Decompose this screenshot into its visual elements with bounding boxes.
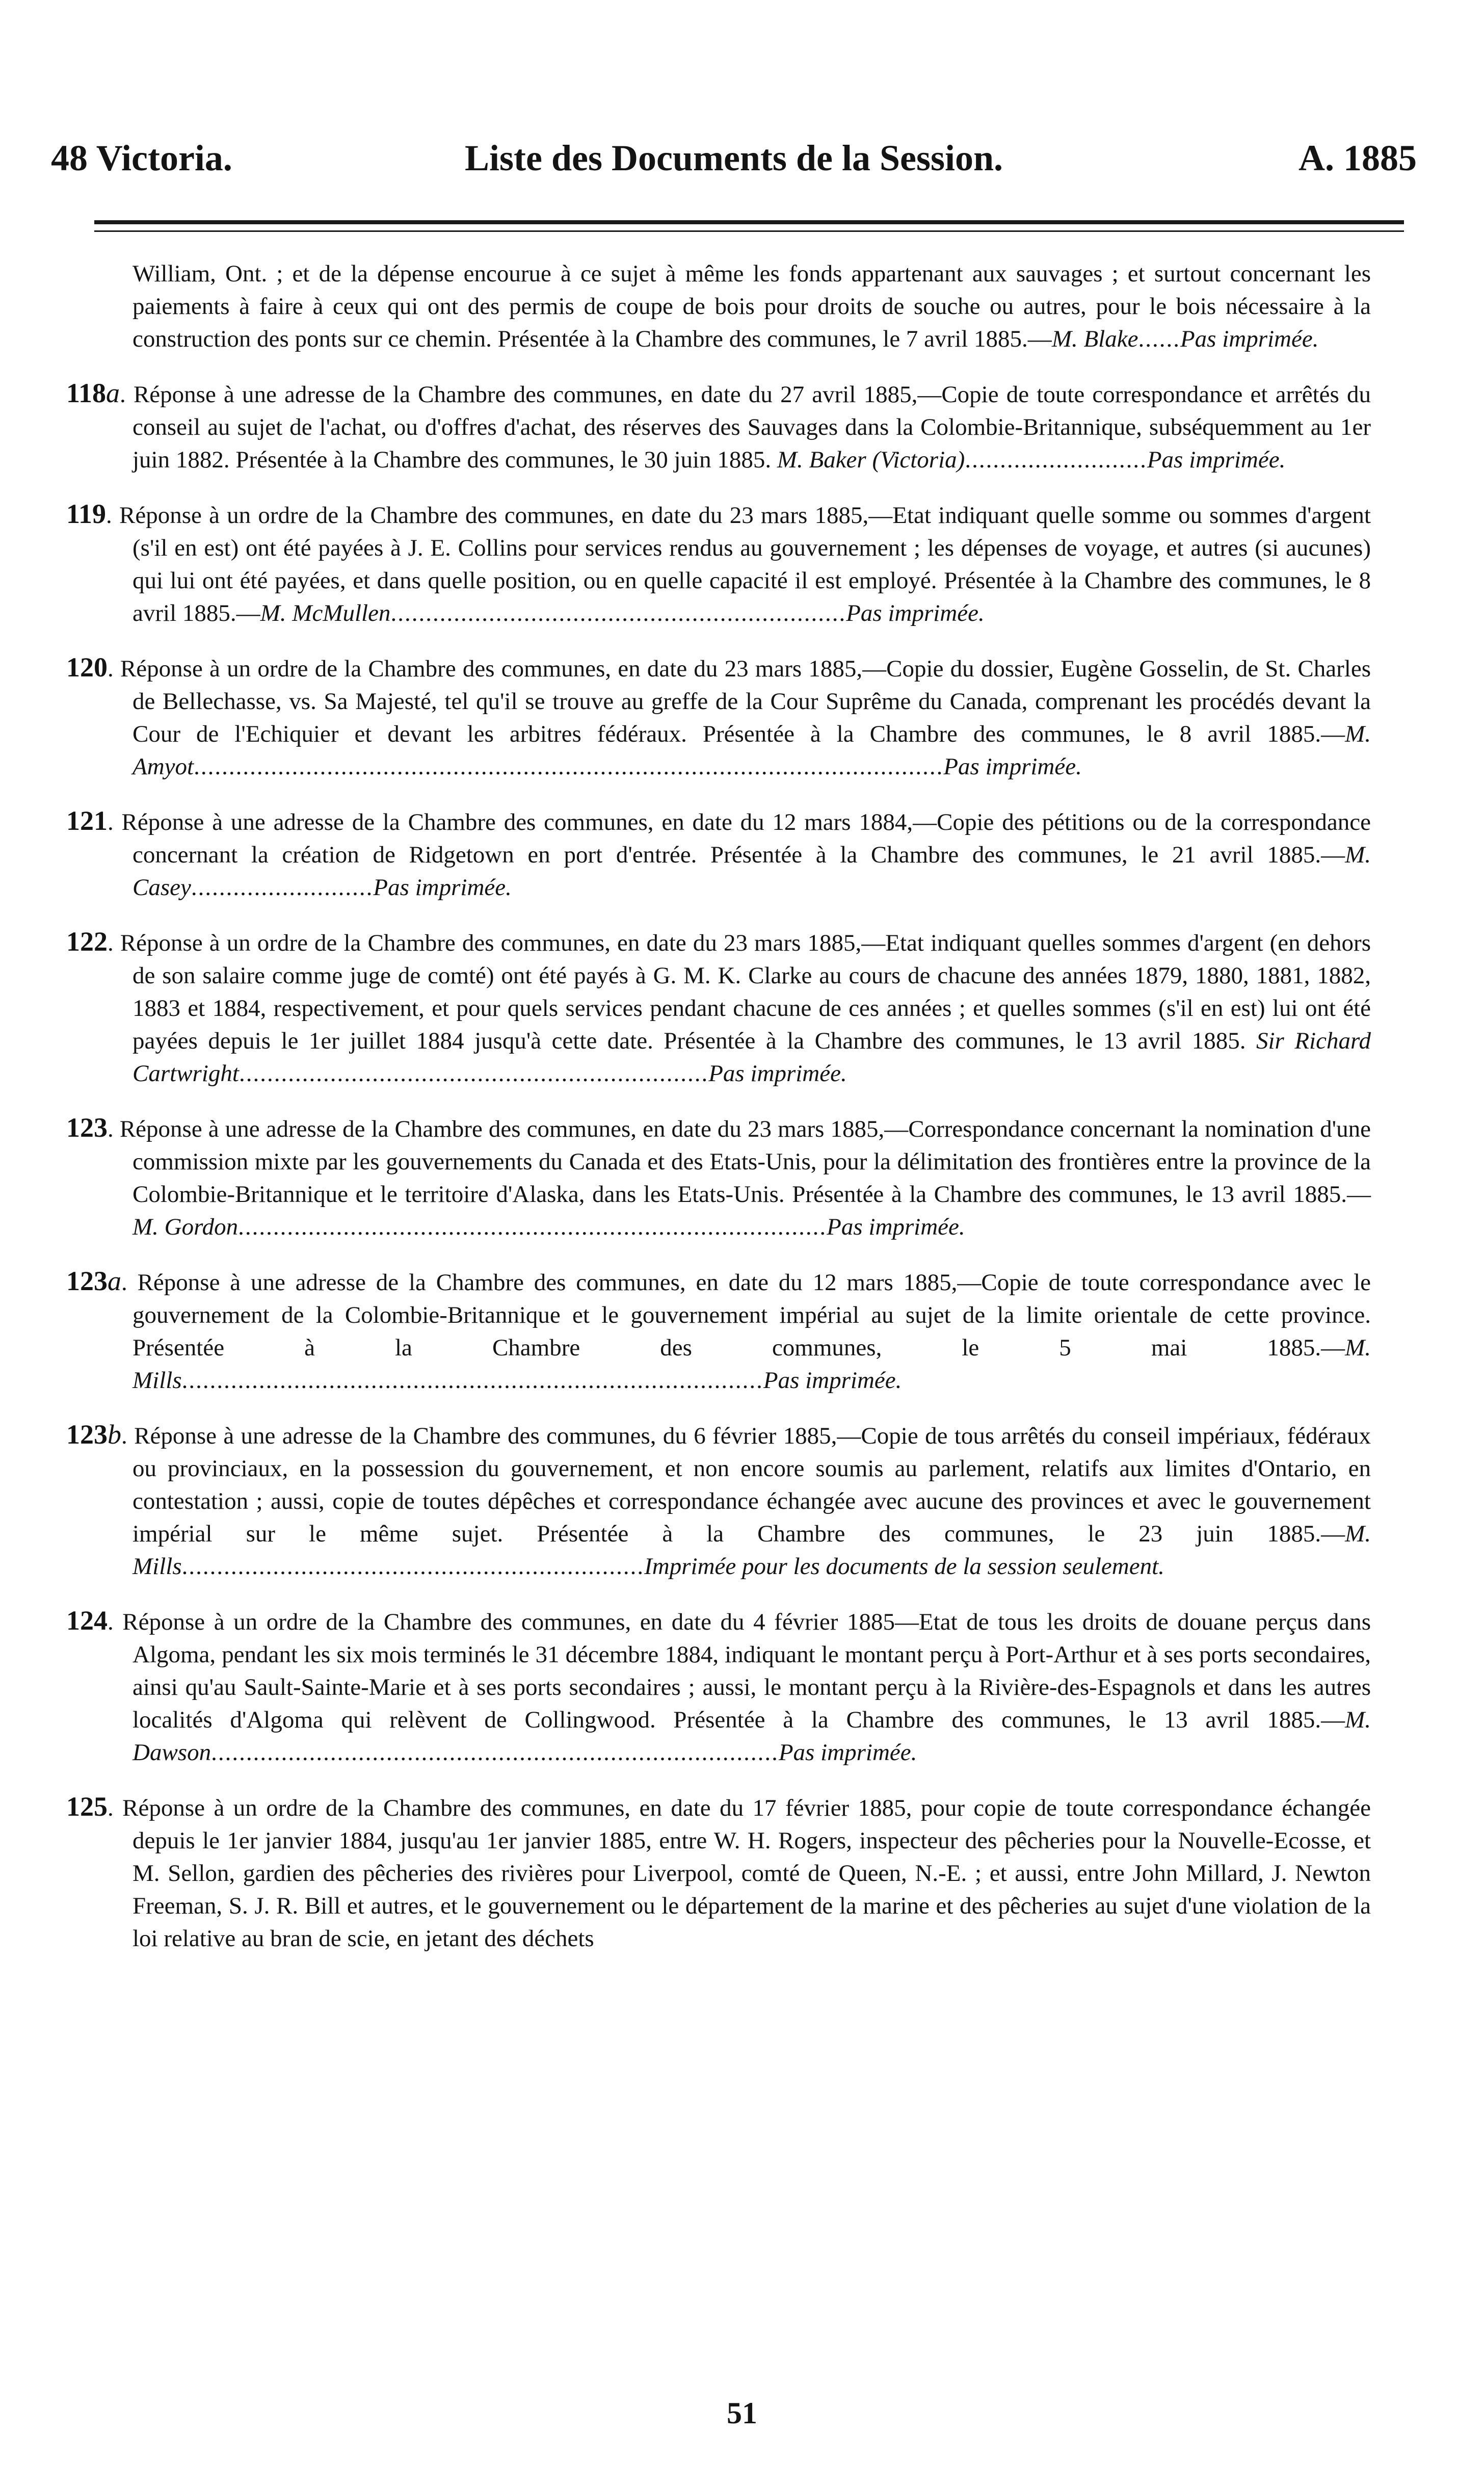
entry-leader: ................................................................................... — [181, 1367, 763, 1394]
entry-status: Pas imprimée. — [763, 1367, 902, 1394]
entry-number-value: 120 — [66, 652, 108, 683]
entry-text: . Réponse à une adresse de la Chambre des communes, en date du 27 avril 1885,—Copie de toute correspondance et arrêtés du conseil au sujet de l'achat, ou d'offres d'achat, des réserves des Sauvages dans la Colombie-Britannique, subséquemment au 1er juin 1882. Présentée à la Chambre des communes, le 30 juin 1885. — [120, 381, 1371, 473]
entry-leader: .................................................................. — [181, 1553, 645, 1580]
entry-leader: ................................................................... — [238, 1060, 709, 1087]
entry-number — [66, 1791, 108, 1822]
entry-number — [66, 805, 108, 836]
document-body — [66, 257, 1371, 1976]
list-item — [66, 1790, 1371, 1955]
entry-text: . Réponse à un ordre de la Chambre des communes, en date du 17 février 1885, pour copie de toute correspondance échangée depuis le 1er janvier 1884, jusqu'au 1er janvier 1885, entre W. H. Rogers, inspecteur des pêcheries pour la Nouvelle-Ecosse, et M. Sellon, gardien des pêcheries des rivières pour Liverpool, comté de Queen, N.-E. ; et aussi, entre John Millard, J. Newton Freeman, S. J. R. Bill et autres, et le gouvernement ou le département de la marine et des pêcheries au sujet d'une violation de la loi relative au bran de scie, en jetant des déchets — [108, 1795, 1371, 1952]
entry-status: Pas imprimée. — [778, 1739, 917, 1766]
entry-text: . Réponse à une adresse de la Chambre des communes, en date du 12 mars 1885,—Copie de toute correspondance avec le gouvernement de la Colombie-Britannique et le gouvernement impérial au sujet de la limite orientale de cette province. Présentée à la Chambre des communes, le 5 mai 1885.— — [121, 1269, 1371, 1361]
page-number: 51 — [727, 2396, 757, 2430]
list-item — [66, 651, 1371, 783]
entry-leader: .......................... — [191, 874, 374, 901]
entry-text: . Réponse à un ordre de la Chambre des communes, en date du 23 mars 1885,—Etat indiquant quelles sommes d'argent (en dehors de son salaire comme juge de comté) ont été payés à G. M. K. Clarke au cours de chacune des années 1879, 1880, 1881, 1882, 1883 et 1884, respectivement, et pour quels services pendant chacune de ces années ; et quelles sommes (s'il en est) lui ont été payées depuis le 1er juillet 1884 jusqu'à cette date. Présentée à la Chambre des communes, le 13 avril 1885. — [108, 930, 1371, 1054]
entry-text: . Réponse à un ordre de la Chambre des communes, en date du 23 mars 1885,—Copie du dossier, Eugène Gosselin, de St. Charles de Bellechasse, vs. Sa Majesté, tel qu'il se trouve au greffe de la Cour Suprême du Canada, comprenant les procédés devant la Cour de l'Echiquier et devant les arbitres fédéraux. Présentée à la Chambre des communes, le 8 avril 1885.— — [108, 656, 1371, 747]
entry-number — [66, 1419, 121, 1450]
entry-leader: .................................................................................... — [238, 1214, 827, 1240]
list-item — [66, 257, 1371, 355]
entry-leader: ................................................................................. — [211, 1739, 779, 1766]
list-item — [66, 377, 1371, 476]
entry-text: . Réponse à une adresse de la Chambre des communes, en date du 12 mars 1884,—Copie des pétitions ou de la correspondance concernant la création de Ridgetown en port d'entrée. Présentée à la Chambre des communes, le 21 avril 1885.— — [108, 809, 1371, 868]
entry-number — [66, 1605, 108, 1636]
entry-number-suffix: a — [106, 378, 120, 408]
entry-number-suffix: b — [108, 1419, 121, 1450]
entry-leader: ...... — [1138, 326, 1180, 352]
list-item — [66, 925, 1371, 1090]
entry-number-value: 121 — [66, 805, 108, 836]
entry-text: . Réponse à une adresse de la Chambre des communes, en date du 23 mars 1885,—Correspondance concernant la nomination d'une commission mixte par les gouvernements du Canada et des Etats-Unis, pour la délimitation des frontières entre la province de la Colombie-Britannique et le territoire d'Alaska, dans les Etats-Unis. Présentée à la Chambre des communes, le 13 avril 1885.— — [108, 1116, 1371, 1208]
entry-member: M. McMullen — [260, 600, 391, 626]
entry-status: Pas imprimée. — [1147, 447, 1286, 473]
entry-member: M. Mills — [132, 1334, 1371, 1394]
entry-number — [66, 652, 108, 683]
entry-number — [66, 1112, 108, 1143]
header-title: Liste des Documents de la Session. — [464, 138, 1003, 178]
entry-member: M. Casey — [132, 842, 1371, 901]
entry-status: Pas imprimée. — [373, 874, 512, 901]
list-item — [66, 1265, 1371, 1397]
list-item — [66, 804, 1371, 904]
entry-number-value: 123 — [66, 1112, 108, 1143]
entry-text: . Réponse à une adresse de la Chambre des communes, du 6 février 1885,—Copie de tous arrêtés du conseil impériaux, fédéraux ou provinciaux, en la possession du gouvernement, et non encore soumis au parlement, relatifs aux limites d'Ontario, en contestation ; aussi, copie de toutes dépêches et correspondance échangée avec aucune des provinces et avec le gouvernement impérial sur le même sujet. Présentée à la Chambre des communes, le 23 juin 1885.— — [121, 1423, 1371, 1547]
entry-number — [66, 926, 108, 957]
entry-number-value: 118 — [66, 378, 107, 408]
entry-member: M. Amyot — [132, 721, 1371, 780]
entry-number-value: 123 — [66, 1419, 108, 1450]
list-item — [66, 498, 1371, 630]
entry-leader: ........................................................................................................... — [194, 753, 944, 780]
list-item — [66, 1111, 1371, 1243]
entry-number-value: 124 — [66, 1605, 108, 1636]
entry-number — [66, 1266, 121, 1296]
entry-number — [66, 378, 120, 408]
entry-text: William, Ont. ; et de la dépense encourue à ce sujet à même les fonds appartenant aux sauvages ; et surtout concernant les paiements à faire à ceux qui ont des permis de coupe de bois pour droits de souche ou autres, pour le bois nécessaire à la construction des ponts sur ce chemin. Présentée à la Chambre des communes, le 7 avril 1885.— — [132, 260, 1371, 352]
entry-member: M. Gordon — [132, 1214, 238, 1240]
entry-status: Pas imprimée. — [1180, 326, 1319, 352]
header-year: A. 1885 — [1298, 138, 1417, 178]
list-item — [66, 1418, 1371, 1583]
entry-text: . Réponse à un ordre de la Chambre des communes, en date du 4 février 1885—Etat de tous les droits de douane perçus dans Algoma, pendant les six mois terminés le 31 décembre 1884, indiquant le montant perçu à Port-Arthur et à ses ports secondaires, ainsi qu'au Sault-Sainte-Marie et à ses ports secondaires ; aussi, le montant perçu à la Rivière-des-Espagnols et dans les autres localités d'Algoma qui relèvent de Collingwood. Présentée à la Chambre des communes, le 13 avril 1885.— — [108, 1609, 1371, 1733]
entry-number-value: 122 — [66, 926, 108, 957]
entry-member: M. Mills — [132, 1521, 1371, 1580]
header-session: 48 Victoria. — [51, 138, 232, 178]
entry-status: Pas imprimée. — [708, 1060, 847, 1087]
entry-text: . Réponse à un ordre de la Chambre des communes, en date du 23 mars 1885,—Etat indiquant quelle somme ou sommes d'argent (s'il en est) ont été payées à J. E. Collins pour services rendus au gouvernement ; les dépenses de voyage, et autres (si aucunes) qui lui ont été payées, et dans quelle position, ou en quelle capacité il est employé. Présentée à la Chambre des communes, le 8 avril 1885.— — [106, 502, 1371, 626]
entry-number-suffix: a — [108, 1266, 121, 1296]
entry-status: Pas imprimée. — [846, 600, 985, 626]
entry-number-value: 119 — [66, 499, 107, 529]
entry-member: Sir Richard Cartwright — [132, 1028, 1371, 1087]
entry-number-value: 125 — [66, 1791, 108, 1822]
entry-number-value: 123 — [66, 1266, 108, 1296]
entry-status: Pas imprimée. — [943, 753, 1082, 780]
entry-leader: ................................................................. — [390, 600, 846, 626]
entry-member: M. Blake — [1051, 326, 1138, 352]
entry-status: Imprimée pour les documents de la session seulement. — [644, 1553, 1164, 1580]
header-rule-thick — [94, 220, 1404, 224]
entry-member: M. Dawson — [132, 1707, 1371, 1766]
entry-leader: .......................... — [965, 447, 1147, 473]
page-header — [51, 130, 1417, 186]
entry-member: M. Baker (Victoria) — [777, 447, 965, 473]
list-item — [66, 1604, 1371, 1769]
header-rule-thin — [94, 230, 1404, 232]
entry-status: Pas imprimée. — [827, 1214, 965, 1240]
entry-number — [66, 499, 106, 529]
